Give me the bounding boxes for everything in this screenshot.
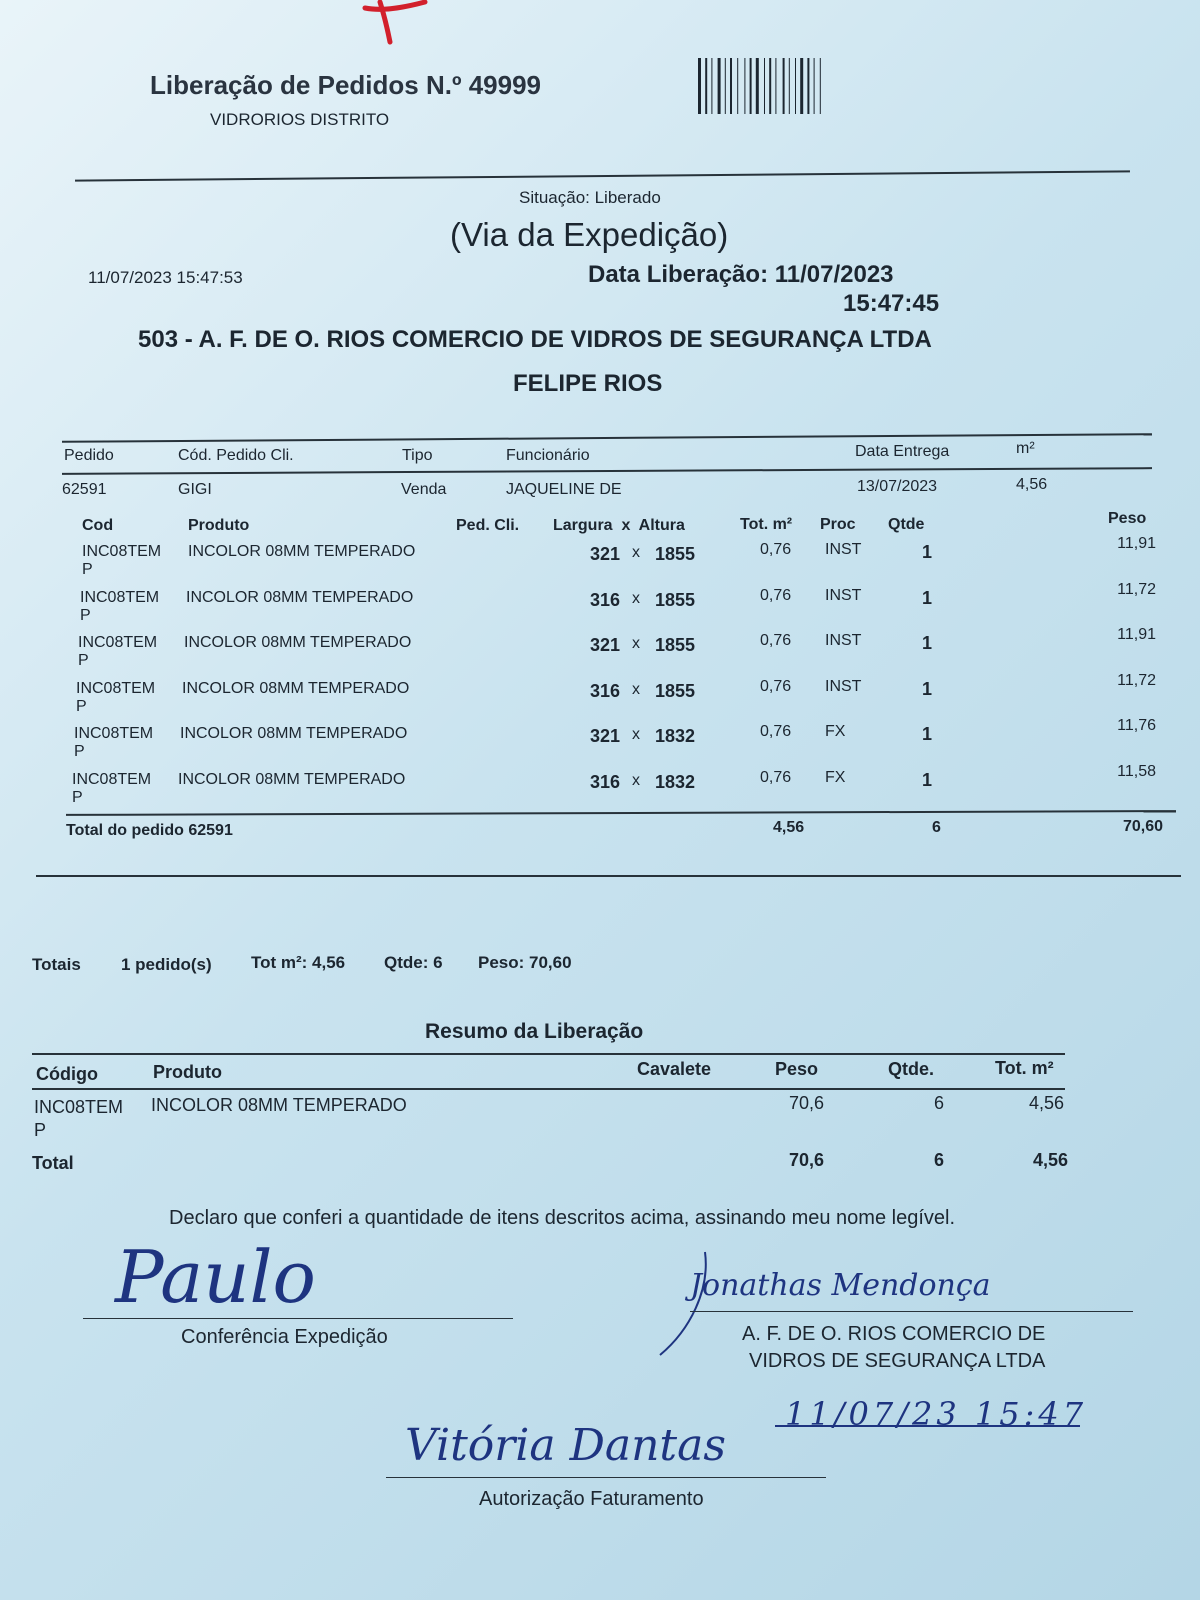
signature-flourish: [650, 1250, 730, 1360]
item-cod: INC08TEM: [80, 588, 160, 606]
order-total-label: Total do pedido 62591: [66, 822, 233, 839]
totais-peso: Peso: 70,60: [478, 953, 572, 972]
item-qtde: 1: [922, 633, 933, 653]
item-cod: INC08TEM: [82, 543, 162, 560]
order-pedido: 62591: [62, 481, 107, 498]
item-proc: FX: [825, 723, 846, 740]
order-cod-cli: GIGI: [178, 481, 212, 498]
item-tot-m2: 0,76: [760, 723, 792, 740]
order-bottom-line: [36, 875, 1181, 877]
item-tot-m2: 0,76: [760, 541, 792, 558]
col-cod-pedido-cli: Cód. Pedido Cli.: [178, 447, 294, 464]
item-cod: INC08TEM: [76, 679, 156, 697]
item-cod-suffix: P: [76, 697, 87, 715]
item-x: x: [632, 544, 640, 561]
totais-label: Totais: [32, 955, 81, 974]
item-produto: INCOLOR 08MM TEMPERADO: [180, 725, 408, 742]
item-cod-suffix: P: [82, 561, 93, 578]
item-x: x: [632, 589, 640, 607]
item-proc: INST: [825, 677, 862, 695]
item-peso: 11,72: [1117, 580, 1156, 598]
document-subtitle: VIDRORIOS DISTRITO: [210, 110, 390, 129]
item-cod-suffix: P: [72, 788, 83, 806]
item-altura: 1855: [655, 680, 696, 701]
item-cod: INC08TEM: [78, 634, 158, 651]
red-pen-mark: [355, 0, 435, 45]
via-text: (Via da Expedição): [450, 216, 729, 253]
items-col-largura-altura: Largura x Altura: [553, 517, 685, 534]
totais-pedidos: 1 pedido(s): [121, 955, 212, 974]
conferencia-line: [83, 1318, 513, 1319]
item-x: x: [632, 726, 640, 743]
item-produto: INCOLOR 08MM TEMPERADO: [184, 634, 412, 651]
order-total-line: [66, 810, 1176, 816]
order-m2: 4,56: [1016, 476, 1048, 493]
item-x: x: [632, 771, 640, 789]
item-peso: 11,91: [1117, 626, 1156, 643]
client-contact: FELIPE RIOS: [513, 370, 663, 397]
item-produto: INCOLOR 08MM TEMPERADO: [188, 543, 416, 560]
items-col-cod: Cod: [82, 517, 114, 534]
company-line: [690, 1311, 1133, 1312]
item-qtde: 1: [922, 587, 933, 608]
col-pedido: Pedido: [64, 447, 114, 464]
resumo-total-peso: 70,6: [788, 1150, 824, 1170]
item-largura: 321: [589, 635, 620, 655]
item-altura: 1855: [655, 589, 696, 610]
item-largura: 321: [589, 726, 620, 746]
item-largura: 316: [589, 589, 620, 610]
declaration-text: Declaro que conferi a quantidade de itens descritos acima, assinando meu nome legível.: [169, 1207, 956, 1229]
items-col-tot-m2: Tot. m²: [740, 516, 793, 533]
item-cod: INC08TEM: [74, 725, 154, 742]
resumo-col-cavalete: Cavalete: [637, 1059, 712, 1079]
autorizacao-line: [386, 1477, 826, 1478]
items-col-produto: Produto: [188, 517, 250, 534]
resumo-title: Resumo da Liberação: [425, 1020, 644, 1043]
col-data-entrega: Data Entrega: [855, 443, 950, 460]
totais-m2: Tot m²: 4,56: [251, 953, 346, 972]
resumo-header-line: [32, 1088, 1065, 1090]
item-altura: 1832: [655, 726, 696, 746]
item-largura: 321: [589, 544, 620, 564]
resumo-top-line: [32, 1053, 1065, 1055]
items-col-qtde: Qtde: [888, 516, 925, 533]
conferencia-signature: Paulo: [115, 1235, 316, 1319]
data-liberacao-time: 15:47:45: [843, 290, 940, 317]
item-proc: INST: [825, 632, 862, 649]
item-qtde: 1: [922, 542, 933, 562]
handwritten-date-underline: [775, 1425, 1080, 1427]
order-total-m2: 4,56: [773, 819, 805, 836]
item-x: x: [632, 680, 640, 698]
item-altura: 1855: [655, 544, 696, 564]
item-tot-m2: 0,76: [760, 632, 792, 649]
item-peso: 11,91: [1117, 535, 1156, 552]
resumo-total-label: Total: [32, 1153, 74, 1173]
resumo-col-peso: Peso: [775, 1059, 819, 1079]
col-m2: m²: [1016, 440, 1035, 457]
company-line2: VIDROS DE SEGURANÇA LTDA: [749, 1350, 1046, 1372]
print-datetime: 11/07/2023 15:47:53: [88, 268, 243, 287]
item-qtde: 1: [922, 769, 933, 790]
resumo-total-tot-m2: 4,56: [1032, 1150, 1068, 1170]
item-largura: 316: [589, 771, 620, 792]
item-tot-m2: 0,76: [760, 768, 792, 786]
resumo-col-tot-m2: Tot. m²: [995, 1058, 1054, 1078]
autorizacao-label: Autorização Faturamento: [479, 1488, 704, 1510]
resumo-col-codigo: Código: [36, 1064, 98, 1084]
company-signature: Jonathas Mendonça: [690, 1268, 991, 1303]
item-cod-suffix: P: [80, 606, 91, 624]
order-total-peso: 70,60: [1123, 818, 1164, 835]
item-x: x: [632, 635, 640, 652]
data-liberacao: Data Liberação: 11/07/2023: [588, 261, 894, 288]
resumo-total-qtde: 6: [933, 1150, 944, 1170]
conferencia-label: Conferência Expedição: [181, 1326, 388, 1348]
header-divider: [75, 170, 1130, 181]
col-tipo: Tipo: [402, 447, 433, 464]
item-proc: INST: [825, 541, 862, 558]
handwritten-datetime: 11/07/23 15:47: [785, 1395, 1088, 1433]
document-title: Liberação de Pedidos N.º 49999: [150, 70, 541, 100]
situacao-text: Situação: Liberado: [519, 188, 661, 207]
order-top-line: [62, 433, 1152, 443]
resumo-row-qtde: 6: [933, 1093, 944, 1113]
item-cod-suffix: P: [78, 652, 89, 669]
col-funcionario: Funcionário: [506, 447, 590, 464]
item-peso: 11,72: [1117, 671, 1156, 689]
item-proc: FX: [825, 768, 846, 786]
resumo-row-cod1: INC08TEM: [34, 1097, 124, 1117]
order-funcionario: JAQUELINE DE: [506, 481, 622, 498]
items-col-peso: Peso: [1108, 510, 1147, 527]
company-line1: A. F. DE O. RIOS COMERCIO DE: [742, 1323, 1046, 1345]
item-peso: 11,76: [1117, 717, 1156, 734]
client-line: 503 - A. F. DE O. RIOS COMERCIO DE VIDROS DE SEGURANÇA LTDA: [138, 326, 932, 353]
resumo-col-produto: Produto: [153, 1062, 222, 1082]
order-header-line: [62, 467, 1152, 475]
barcode: [698, 58, 886, 114]
resumo-row-produto: INCOLOR 08MM TEMPERADO: [151, 1095, 407, 1115]
item-qtde: 1: [922, 724, 933, 744]
item-peso: 11,58: [1117, 762, 1156, 780]
items-col-ped-cli: Ped. Cli.: [456, 517, 520, 534]
resumo-row-tot-m2: 4,56: [1028, 1093, 1064, 1113]
item-altura: 1855: [655, 635, 696, 655]
items-col-proc: Proc: [820, 516, 856, 533]
order-total-qtde: 6: [932, 819, 941, 836]
order-data-entrega: 13/07/2023: [857, 478, 938, 495]
totais-qtde: Qtde: 6: [384, 953, 443, 972]
item-tot-m2: 0,76: [760, 677, 792, 695]
item-produto: INCOLOR 08MM TEMPERADO: [182, 679, 410, 697]
item-qtde: 1: [922, 678, 933, 699]
item-cod-suffix: P: [74, 743, 85, 760]
item-largura: 316: [589, 680, 620, 701]
autorizacao-signature: Vitória Dantas: [405, 1420, 726, 1471]
item-altura: 1832: [655, 771, 696, 792]
resumo-row-peso: 70,6: [788, 1093, 824, 1113]
item-proc: INST: [825, 586, 862, 604]
order-tipo: Venda: [401, 481, 447, 498]
item-tot-m2: 0,76: [760, 586, 792, 604]
resumo-row-cod2: P: [34, 1120, 47, 1140]
item-cod: INC08TEM: [72, 770, 152, 788]
item-produto: INCOLOR 08MM TEMPERADO: [186, 588, 414, 606]
resumo-col-qtde: Qtde.: [888, 1059, 935, 1079]
item-produto: INCOLOR 08MM TEMPERADO: [178, 770, 406, 788]
